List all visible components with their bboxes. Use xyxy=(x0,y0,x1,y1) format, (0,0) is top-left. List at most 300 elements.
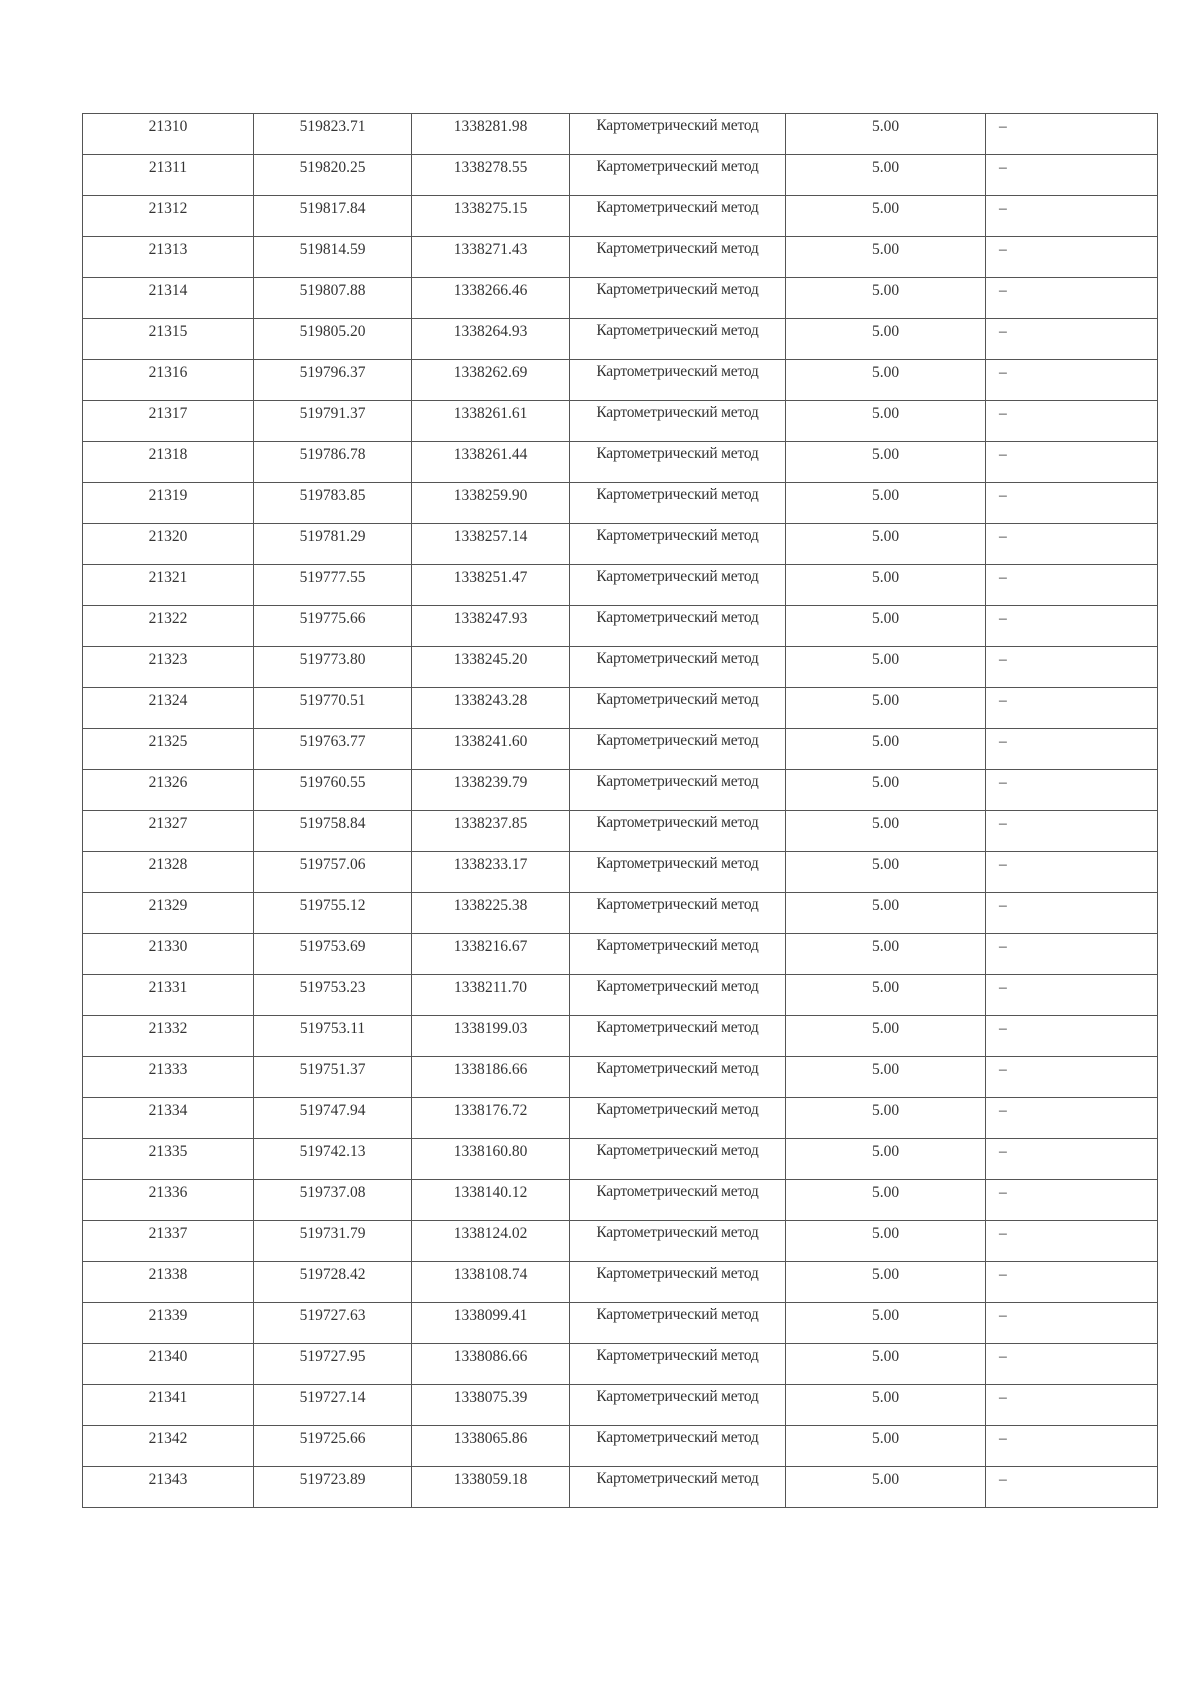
method-cell xyxy=(570,401,786,442)
accuracy-cell-text: 5.00 xyxy=(871,1061,900,1078)
accuracy-cell xyxy=(786,319,986,360)
note-cell-text: – xyxy=(999,815,1007,832)
note-cell xyxy=(986,934,1158,975)
y-coordinate-cell xyxy=(412,196,570,237)
method-cell-text: Картометрический метод xyxy=(596,1019,759,1036)
point-number-cell xyxy=(83,196,254,237)
accuracy-cell xyxy=(786,893,986,934)
method-cell xyxy=(570,155,786,196)
note-cell-text: – xyxy=(999,692,1007,709)
accuracy-cell xyxy=(786,1098,986,1139)
x-coordinate-cell-text: 519742.13 xyxy=(299,1143,366,1160)
point-number-cell-text: 21331 xyxy=(148,979,188,996)
point-number-cell xyxy=(83,975,254,1016)
note-cell-text: – xyxy=(999,487,1007,504)
point-number-cell-text: 21311 xyxy=(148,159,188,176)
x-coordinate-cell-text: 519805.20 xyxy=(299,323,366,340)
method-cell xyxy=(570,1139,786,1180)
method-cell xyxy=(570,565,786,606)
table-row xyxy=(83,1467,1158,1508)
y-coordinate-cell-text: 1338186.66 xyxy=(453,1061,528,1078)
x-coordinate-cell xyxy=(254,1098,412,1139)
point-number-cell xyxy=(83,729,254,770)
accuracy-cell xyxy=(786,606,986,647)
accuracy-cell-text: 5.00 xyxy=(871,692,900,709)
point-number-cell-text: 21323 xyxy=(148,651,188,668)
point-number-cell-text: 21330 xyxy=(148,938,188,955)
table-row xyxy=(83,442,1158,483)
x-coordinate-cell-text: 519757.06 xyxy=(299,856,366,873)
point-number-cell xyxy=(83,155,254,196)
table-row xyxy=(83,360,1158,401)
x-coordinate-cell xyxy=(254,565,412,606)
method-cell xyxy=(570,442,786,483)
x-coordinate-cell-text: 519786.78 xyxy=(299,446,366,463)
accuracy-cell xyxy=(786,975,986,1016)
note-cell xyxy=(986,1139,1158,1180)
x-coordinate-cell xyxy=(254,893,412,934)
y-coordinate-cell-text: 1338262.69 xyxy=(453,364,528,381)
y-coordinate-cell xyxy=(412,360,570,401)
table-row xyxy=(83,1180,1158,1221)
y-coordinate-cell-text: 1338199.03 xyxy=(453,1020,528,1037)
point-number-cell xyxy=(83,852,254,893)
table-row xyxy=(83,1385,1158,1426)
x-coordinate-cell xyxy=(254,1016,412,1057)
x-coordinate-cell xyxy=(254,237,412,278)
x-coordinate-cell xyxy=(254,1262,412,1303)
note-cell-text: – xyxy=(999,159,1007,176)
note-cell xyxy=(986,524,1158,565)
table-row xyxy=(83,401,1158,442)
y-coordinate-cell xyxy=(412,770,570,811)
method-cell-text: Картометрический метод xyxy=(596,732,759,749)
note-cell-text: – xyxy=(999,856,1007,873)
x-coordinate-cell xyxy=(254,401,412,442)
note-cell xyxy=(986,729,1158,770)
note-cell xyxy=(986,237,1158,278)
point-number-cell-text: 21319 xyxy=(148,487,188,504)
x-coordinate-cell-text: 519775.66 xyxy=(299,610,366,627)
y-coordinate-cell-text: 1338264.93 xyxy=(453,323,528,340)
x-coordinate-cell-text: 519814.59 xyxy=(299,241,366,258)
method-cell-text: Картометрический метод xyxy=(596,978,759,995)
x-coordinate-cell-text: 519763.77 xyxy=(299,733,366,750)
accuracy-cell-text: 5.00 xyxy=(871,446,900,463)
y-coordinate-cell xyxy=(412,1262,570,1303)
method-cell-text: Картометрический метод xyxy=(596,527,759,544)
accuracy-cell xyxy=(786,442,986,483)
point-number-cell xyxy=(83,1180,254,1221)
table-row xyxy=(83,1098,1158,1139)
method-cell-text: Картометрический метод xyxy=(596,1388,759,1405)
method-cell xyxy=(570,688,786,729)
table-row xyxy=(83,237,1158,278)
accuracy-cell xyxy=(786,647,986,688)
y-coordinate-cell-text: 1338243.28 xyxy=(453,692,528,709)
note-cell-text: – xyxy=(999,938,1007,955)
table-row xyxy=(83,647,1158,688)
table-row xyxy=(83,934,1158,975)
note-cell-text: – xyxy=(999,1225,1007,1242)
y-coordinate-cell xyxy=(412,729,570,770)
x-coordinate-cell-text: 519725.66 xyxy=(299,1430,366,1447)
x-coordinate-cell xyxy=(254,1344,412,1385)
method-cell xyxy=(570,1057,786,1098)
x-coordinate-cell-text: 519758.84 xyxy=(299,815,366,832)
x-coordinate-cell xyxy=(254,688,412,729)
note-cell-text: – xyxy=(999,446,1007,463)
y-coordinate-cell-text: 1338241.60 xyxy=(453,733,528,750)
method-cell xyxy=(570,524,786,565)
y-coordinate-cell xyxy=(412,442,570,483)
method-cell xyxy=(570,1016,786,1057)
method-cell-text: Картометрический метод xyxy=(596,158,759,175)
point-number-cell xyxy=(83,483,254,524)
x-coordinate-cell-text: 519817.84 xyxy=(299,200,366,217)
method-cell xyxy=(570,811,786,852)
accuracy-cell-text: 5.00 xyxy=(871,1307,900,1324)
note-cell xyxy=(986,1098,1158,1139)
note-cell xyxy=(986,893,1158,934)
method-cell xyxy=(570,278,786,319)
accuracy-cell-text: 5.00 xyxy=(871,1430,900,1447)
y-coordinate-cell-text: 1338237.85 xyxy=(453,815,528,832)
note-cell xyxy=(986,565,1158,606)
point-number-cell-text: 21340 xyxy=(148,1348,188,1365)
accuracy-cell-text: 5.00 xyxy=(871,159,900,176)
y-coordinate-cell xyxy=(412,401,570,442)
method-cell xyxy=(570,319,786,360)
y-coordinate-cell xyxy=(412,1139,570,1180)
method-cell-text: Картометрический метод xyxy=(596,404,759,421)
note-cell-text: – xyxy=(999,118,1007,135)
y-coordinate-cell-text: 1338251.47 xyxy=(453,569,528,586)
coordinates-table-body xyxy=(83,114,1158,1508)
y-coordinate-cell xyxy=(412,647,570,688)
table-row xyxy=(83,1262,1158,1303)
point-number-cell xyxy=(83,1426,254,1467)
x-coordinate-cell-text: 519796.37 xyxy=(299,364,366,381)
note-cell xyxy=(986,442,1158,483)
note-cell-text: – xyxy=(999,569,1007,586)
point-number-cell-text: 21314 xyxy=(148,282,188,299)
y-coordinate-cell-text: 1338239.79 xyxy=(453,774,528,791)
method-cell-text: Картометрический метод xyxy=(596,609,759,626)
x-coordinate-cell xyxy=(254,852,412,893)
table-row xyxy=(83,1221,1158,1262)
x-coordinate-cell xyxy=(254,729,412,770)
method-cell xyxy=(570,196,786,237)
y-coordinate-cell xyxy=(412,1098,570,1139)
x-coordinate-cell xyxy=(254,442,412,483)
point-number-cell-text: 21312 xyxy=(148,200,188,217)
x-coordinate-cell-text: 519783.85 xyxy=(299,487,366,504)
accuracy-cell-text: 5.00 xyxy=(871,938,900,955)
accuracy-cell xyxy=(786,811,986,852)
y-coordinate-cell xyxy=(412,975,570,1016)
note-cell xyxy=(986,1221,1158,1262)
accuracy-cell xyxy=(786,852,986,893)
point-number-cell-text: 21333 xyxy=(148,1061,188,1078)
accuracy-cell xyxy=(786,1180,986,1221)
y-coordinate-cell-text: 1338176.72 xyxy=(453,1102,528,1119)
note-cell-text: – xyxy=(999,1020,1007,1037)
y-coordinate-cell xyxy=(412,606,570,647)
method-cell-text: Картометрический метод xyxy=(596,773,759,790)
note-cell xyxy=(986,647,1158,688)
note-cell xyxy=(986,401,1158,442)
table-row xyxy=(83,1139,1158,1180)
x-coordinate-cell xyxy=(254,770,412,811)
point-number-cell-text: 21336 xyxy=(148,1184,188,1201)
accuracy-cell-text: 5.00 xyxy=(871,1143,900,1160)
point-number-cell xyxy=(83,237,254,278)
y-coordinate-cell-text: 1338271.43 xyxy=(453,241,528,258)
accuracy-cell-text: 5.00 xyxy=(871,610,900,627)
method-cell-text: Картометрический метод xyxy=(596,1101,759,1118)
y-coordinate-cell xyxy=(412,1426,570,1467)
point-number-cell-text: 21321 xyxy=(148,569,188,586)
point-number-cell-text: 21332 xyxy=(148,1020,188,1037)
y-coordinate-cell-text: 1338124.02 xyxy=(453,1225,528,1242)
point-number-cell-text: 21326 xyxy=(148,774,188,791)
y-coordinate-cell xyxy=(412,1467,570,1508)
method-cell xyxy=(570,1385,786,1426)
point-number-cell-text: 21329 xyxy=(148,897,188,914)
y-coordinate-cell-text: 1338261.44 xyxy=(453,446,528,463)
note-cell xyxy=(986,852,1158,893)
table-row xyxy=(83,1344,1158,1385)
x-coordinate-cell-text: 519755.12 xyxy=(299,897,366,914)
y-coordinate-cell xyxy=(412,688,570,729)
accuracy-cell xyxy=(786,155,986,196)
note-cell-text: – xyxy=(999,1266,1007,1283)
y-coordinate-cell-text: 1338275.15 xyxy=(453,200,528,217)
method-cell-text: Картометрический метод xyxy=(596,486,759,503)
method-cell xyxy=(570,1180,786,1221)
method-cell xyxy=(570,114,786,155)
point-number-cell xyxy=(83,1098,254,1139)
x-coordinate-cell-text: 519723.89 xyxy=(299,1471,366,1488)
method-cell xyxy=(570,237,786,278)
method-cell xyxy=(570,483,786,524)
x-coordinate-cell-text: 519760.55 xyxy=(299,774,366,791)
accuracy-cell xyxy=(786,729,986,770)
accuracy-cell xyxy=(786,196,986,237)
accuracy-cell-text: 5.00 xyxy=(871,1184,900,1201)
x-coordinate-cell-text: 519727.95 xyxy=(299,1348,366,1365)
y-coordinate-cell-text: 1338065.86 xyxy=(453,1430,528,1447)
x-coordinate-cell-text: 519777.55 xyxy=(299,569,366,586)
point-number-cell xyxy=(83,1139,254,1180)
y-coordinate-cell xyxy=(412,1344,570,1385)
method-cell xyxy=(570,1262,786,1303)
y-coordinate-cell xyxy=(412,237,570,278)
x-coordinate-cell xyxy=(254,647,412,688)
note-cell xyxy=(986,770,1158,811)
method-cell-text: Картометрический метод xyxy=(596,568,759,585)
accuracy-cell-text: 5.00 xyxy=(871,241,900,258)
point-number-cell xyxy=(83,1385,254,1426)
x-coordinate-cell xyxy=(254,1467,412,1508)
point-number-cell-text: 21335 xyxy=(148,1143,188,1160)
accuracy-cell-text: 5.00 xyxy=(871,487,900,504)
note-cell-text: – xyxy=(999,1184,1007,1201)
note-cell-text: – xyxy=(999,1348,1007,1365)
table-row xyxy=(83,114,1158,155)
y-coordinate-cell-text: 1338211.70 xyxy=(453,979,528,996)
note-cell xyxy=(986,483,1158,524)
note-cell xyxy=(986,114,1158,155)
accuracy-cell xyxy=(786,1139,986,1180)
y-coordinate-cell-text: 1338266.46 xyxy=(453,282,528,299)
method-cell xyxy=(570,360,786,401)
point-number-cell xyxy=(83,934,254,975)
method-cell-text: Картометрический метод xyxy=(596,240,759,257)
table-row xyxy=(83,1057,1158,1098)
y-coordinate-cell-text: 1338245.20 xyxy=(453,651,528,668)
x-coordinate-cell xyxy=(254,360,412,401)
x-coordinate-cell xyxy=(254,114,412,155)
point-number-cell xyxy=(83,360,254,401)
table-row xyxy=(83,606,1158,647)
x-coordinate-cell xyxy=(254,1180,412,1221)
note-cell xyxy=(986,606,1158,647)
accuracy-cell-text: 5.00 xyxy=(871,774,900,791)
x-coordinate-cell-text: 519753.11 xyxy=(299,1020,366,1037)
note-cell-text: – xyxy=(999,1102,1007,1119)
x-coordinate-cell xyxy=(254,811,412,852)
point-number-cell-text: 21322 xyxy=(148,610,188,627)
note-cell-text: – xyxy=(999,323,1007,340)
accuracy-cell-text: 5.00 xyxy=(871,1266,900,1283)
x-coordinate-cell xyxy=(254,524,412,565)
point-number-cell-text: 21339 xyxy=(148,1307,188,1324)
x-coordinate-cell xyxy=(254,1426,412,1467)
method-cell xyxy=(570,647,786,688)
x-coordinate-cell-text: 519751.37 xyxy=(299,1061,366,1078)
point-number-cell-text: 21342 xyxy=(148,1430,188,1447)
note-cell-text: – xyxy=(999,979,1007,996)
accuracy-cell-text: 5.00 xyxy=(871,1471,900,1488)
method-cell-text: Картометрический метод xyxy=(596,363,759,380)
note-cell-text: – xyxy=(999,1471,1007,1488)
method-cell-text: Картометрический метод xyxy=(596,650,759,667)
method-cell xyxy=(570,1344,786,1385)
table-row xyxy=(83,975,1158,1016)
point-number-cell xyxy=(83,1344,254,1385)
accuracy-cell-text: 5.00 xyxy=(871,200,900,217)
note-cell xyxy=(986,1467,1158,1508)
point-number-cell xyxy=(83,647,254,688)
point-number-cell-text: 21317 xyxy=(148,405,188,422)
x-coordinate-cell-text: 519747.94 xyxy=(299,1102,366,1119)
note-cell xyxy=(986,360,1158,401)
method-cell xyxy=(570,852,786,893)
point-number-cell-text: 21315 xyxy=(148,323,188,340)
method-cell-text: Картометрический метод xyxy=(596,1183,759,1200)
method-cell xyxy=(570,1426,786,1467)
point-number-cell-text: 21341 xyxy=(148,1389,188,1406)
y-coordinate-cell xyxy=(412,565,570,606)
method-cell-text: Картометрический метод xyxy=(596,1224,759,1241)
table-row xyxy=(83,811,1158,852)
x-coordinate-cell-text: 519781.29 xyxy=(299,528,366,545)
note-cell-text: – xyxy=(999,405,1007,422)
x-coordinate-cell xyxy=(254,975,412,1016)
accuracy-cell-text: 5.00 xyxy=(871,856,900,873)
note-cell xyxy=(986,1262,1158,1303)
method-cell-text: Картометрический метод xyxy=(596,1306,759,1323)
point-number-cell-text: 21334 xyxy=(148,1102,188,1119)
y-coordinate-cell xyxy=(412,155,570,196)
y-coordinate-cell xyxy=(412,893,570,934)
method-cell xyxy=(570,770,786,811)
x-coordinate-cell xyxy=(254,155,412,196)
point-number-cell-text: 21337 xyxy=(148,1225,188,1242)
point-number-cell xyxy=(83,606,254,647)
method-cell-text: Картометрический метод xyxy=(596,896,759,913)
accuracy-cell xyxy=(786,524,986,565)
accuracy-cell-text: 5.00 xyxy=(871,815,900,832)
point-number-cell xyxy=(83,565,254,606)
accuracy-cell xyxy=(786,1221,986,1262)
point-number-cell-text: 21320 xyxy=(148,528,188,545)
accuracy-cell-text: 5.00 xyxy=(871,569,900,586)
point-number-cell-text: 21316 xyxy=(148,364,188,381)
point-number-cell xyxy=(83,524,254,565)
y-coordinate-cell xyxy=(412,524,570,565)
accuracy-cell xyxy=(786,114,986,155)
note-cell xyxy=(986,278,1158,319)
y-coordinate-cell-text: 1338059.18 xyxy=(453,1471,528,1488)
x-coordinate-cell-text: 519737.08 xyxy=(299,1184,366,1201)
point-number-cell-text: 21338 xyxy=(148,1266,188,1283)
x-coordinate-cell xyxy=(254,483,412,524)
point-number-cell xyxy=(83,811,254,852)
y-coordinate-cell-text: 1338160.80 xyxy=(453,1143,528,1160)
y-coordinate-cell-text: 1338086.66 xyxy=(453,1348,528,1365)
accuracy-cell xyxy=(786,237,986,278)
note-cell-text: – xyxy=(999,1307,1007,1324)
y-coordinate-cell-text: 1338257.14 xyxy=(453,528,528,545)
method-cell-text: Картометрический метод xyxy=(596,1470,759,1487)
y-coordinate-cell xyxy=(412,114,570,155)
x-coordinate-cell-text: 519727.63 xyxy=(299,1307,366,1324)
y-coordinate-cell-text: 1338281.98 xyxy=(453,118,528,135)
note-cell xyxy=(986,688,1158,729)
x-coordinate-cell xyxy=(254,606,412,647)
accuracy-cell xyxy=(786,1426,986,1467)
note-cell xyxy=(986,1344,1158,1385)
coordinates-table xyxy=(82,113,1158,1508)
note-cell-text: – xyxy=(999,1061,1007,1078)
y-coordinate-cell xyxy=(412,278,570,319)
accuracy-cell xyxy=(786,401,986,442)
y-coordinate-cell xyxy=(412,1180,570,1221)
method-cell xyxy=(570,729,786,770)
x-coordinate-cell-text: 519791.37 xyxy=(299,405,366,422)
accuracy-cell-text: 5.00 xyxy=(871,1102,900,1119)
table-row xyxy=(83,278,1158,319)
note-cell xyxy=(986,155,1158,196)
accuracy-cell xyxy=(786,1344,986,1385)
accuracy-cell-text: 5.00 xyxy=(871,651,900,668)
method-cell xyxy=(570,1467,786,1508)
y-coordinate-cell-text: 1338261.61 xyxy=(453,405,528,422)
accuracy-cell-text: 5.00 xyxy=(871,528,900,545)
